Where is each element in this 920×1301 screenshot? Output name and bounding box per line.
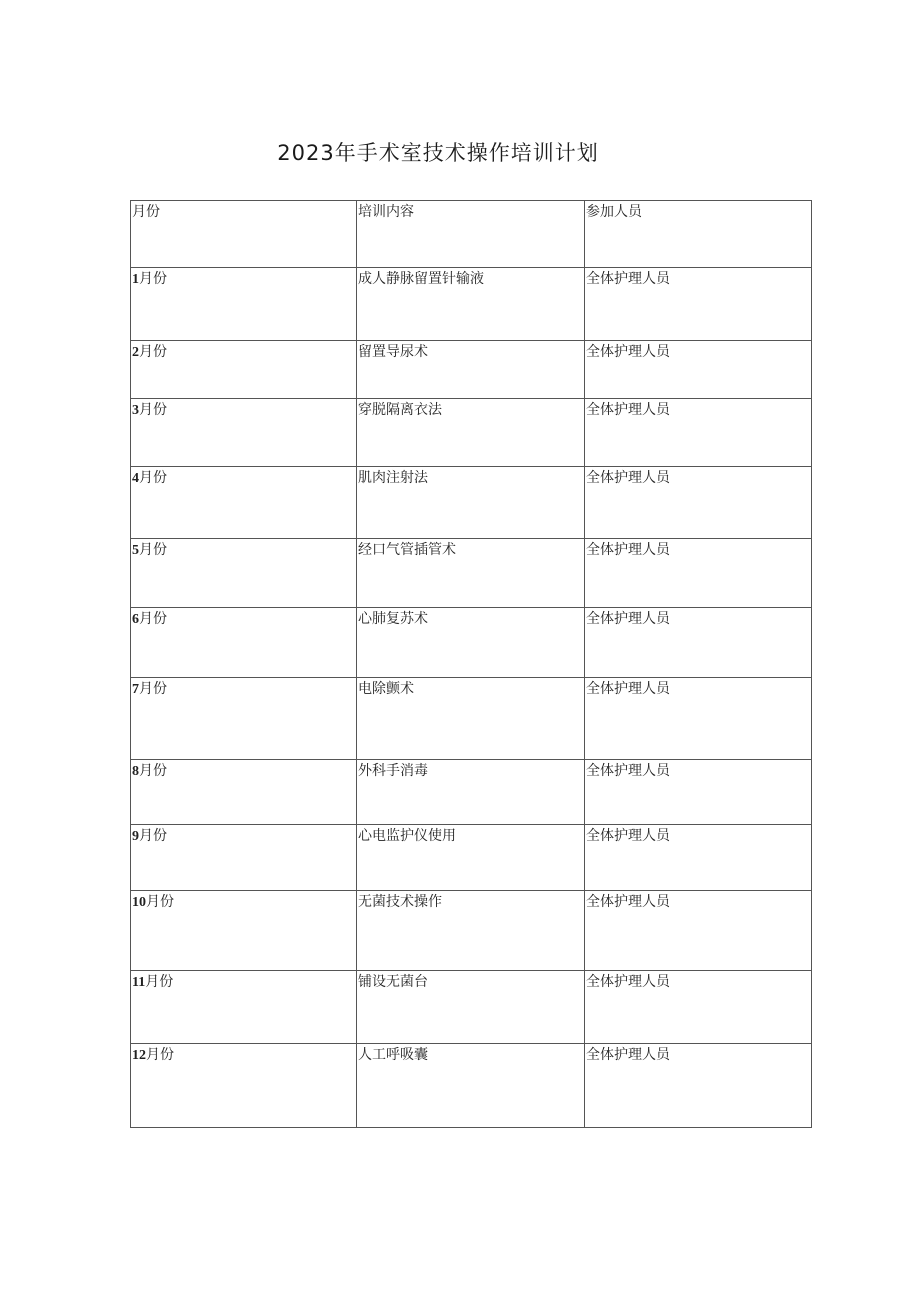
month-number: 6: [132, 612, 139, 627]
content-cell: 留置导尿术: [357, 341, 585, 399]
month-cell: [131, 399, 357, 467]
table-row: [131, 341, 812, 399]
month-cell: [131, 608, 357, 678]
month-suffix: 月份: [139, 828, 167, 844]
table-row: [131, 760, 812, 825]
table-row: [131, 539, 812, 608]
attendees-cell: 全体护理人员: [585, 825, 812, 891]
content-cell: 穿脱隔离衣法: [357, 399, 585, 467]
month-suffix: 月份: [139, 763, 167, 779]
table-row: [131, 825, 812, 891]
table-row: [131, 678, 812, 760]
training-plan-table: [130, 200, 812, 1128]
content-cell: 肌肉注射法: [357, 467, 585, 539]
attendees-cell: 全体护理人员: [585, 341, 812, 399]
table-row: [131, 399, 812, 467]
month-cell: [131, 825, 357, 891]
month-suffix: 月份: [139, 470, 167, 486]
month-suffix: 月份: [146, 894, 174, 910]
month-number: 9: [132, 829, 139, 844]
attendees-cell: 全体护理人员: [585, 760, 812, 825]
month-number: 3: [132, 403, 139, 418]
month-number: 8: [132, 764, 139, 779]
month-number: 4: [132, 471, 139, 486]
table-row: [131, 1044, 812, 1128]
content-cell: 心电监护仪使用: [357, 825, 585, 891]
month-cell: [131, 341, 357, 399]
month-cell: [131, 891, 357, 971]
content-cell: 人工呼吸囊: [357, 1044, 585, 1128]
month-number: 11: [132, 975, 146, 990]
header-content: 培训内容: [357, 201, 585, 268]
content-cell: 经口气管插管术: [357, 539, 585, 608]
content-cell: 电除颤术: [357, 678, 585, 760]
month-number: 12: [132, 1048, 146, 1063]
attendees-cell: 全体护理人员: [585, 539, 812, 608]
header-attendees: 参加人员: [585, 201, 812, 268]
month-suffix: 月份: [139, 402, 167, 418]
attendees-cell: 全体护理人员: [585, 399, 812, 467]
table-row: [131, 268, 812, 341]
month-suffix: 月份: [139, 542, 167, 558]
attendees-cell: 全体护理人员: [585, 678, 812, 760]
month-suffix: 月份: [145, 974, 174, 990]
month-cell: [131, 760, 357, 825]
table-header-row: [131, 201, 812, 268]
content-cell: 铺设无菌台: [357, 971, 585, 1044]
content-cell: 外科手消毒: [357, 760, 585, 825]
attendees-cell: 全体护理人员: [585, 971, 812, 1044]
table-row: [131, 467, 812, 539]
attendees-cell: 全体护理人员: [585, 1044, 812, 1128]
month-suffix: 月份: [146, 1047, 174, 1063]
attendees-cell: 全体护理人员: [585, 891, 812, 971]
month-cell: [131, 971, 357, 1044]
month-cell: [131, 678, 357, 760]
month-number: 5: [132, 543, 139, 558]
month-number: 7: [132, 682, 139, 697]
table-row: [131, 891, 812, 971]
month-cell: [131, 268, 357, 341]
month-suffix: 月份: [139, 271, 167, 287]
content-cell: 心肺复苏术: [357, 608, 585, 678]
month-suffix: 月份: [139, 681, 167, 697]
month-number: 10: [132, 895, 146, 910]
month-suffix: 月份: [139, 344, 167, 360]
attendees-cell: 全体护理人员: [585, 467, 812, 539]
header-month: 月份: [131, 201, 357, 268]
content-cell: 成人静脉留置针输液: [357, 268, 585, 341]
month-number: 1: [132, 272, 139, 287]
attendees-cell: 全体护理人员: [585, 268, 812, 341]
table-row: [131, 971, 812, 1044]
month-cell: [131, 539, 357, 608]
month-cell: [131, 467, 357, 539]
table-row: [131, 608, 812, 678]
attendees-cell: 全体护理人员: [585, 608, 812, 678]
page-title: 2023年手术室技术操作培训计划: [277, 141, 599, 165]
month-cell: [131, 1044, 357, 1128]
content-cell: 无菌技术操作: [357, 891, 585, 971]
month-number: 2: [132, 345, 139, 360]
month-suffix: 月份: [139, 611, 167, 627]
